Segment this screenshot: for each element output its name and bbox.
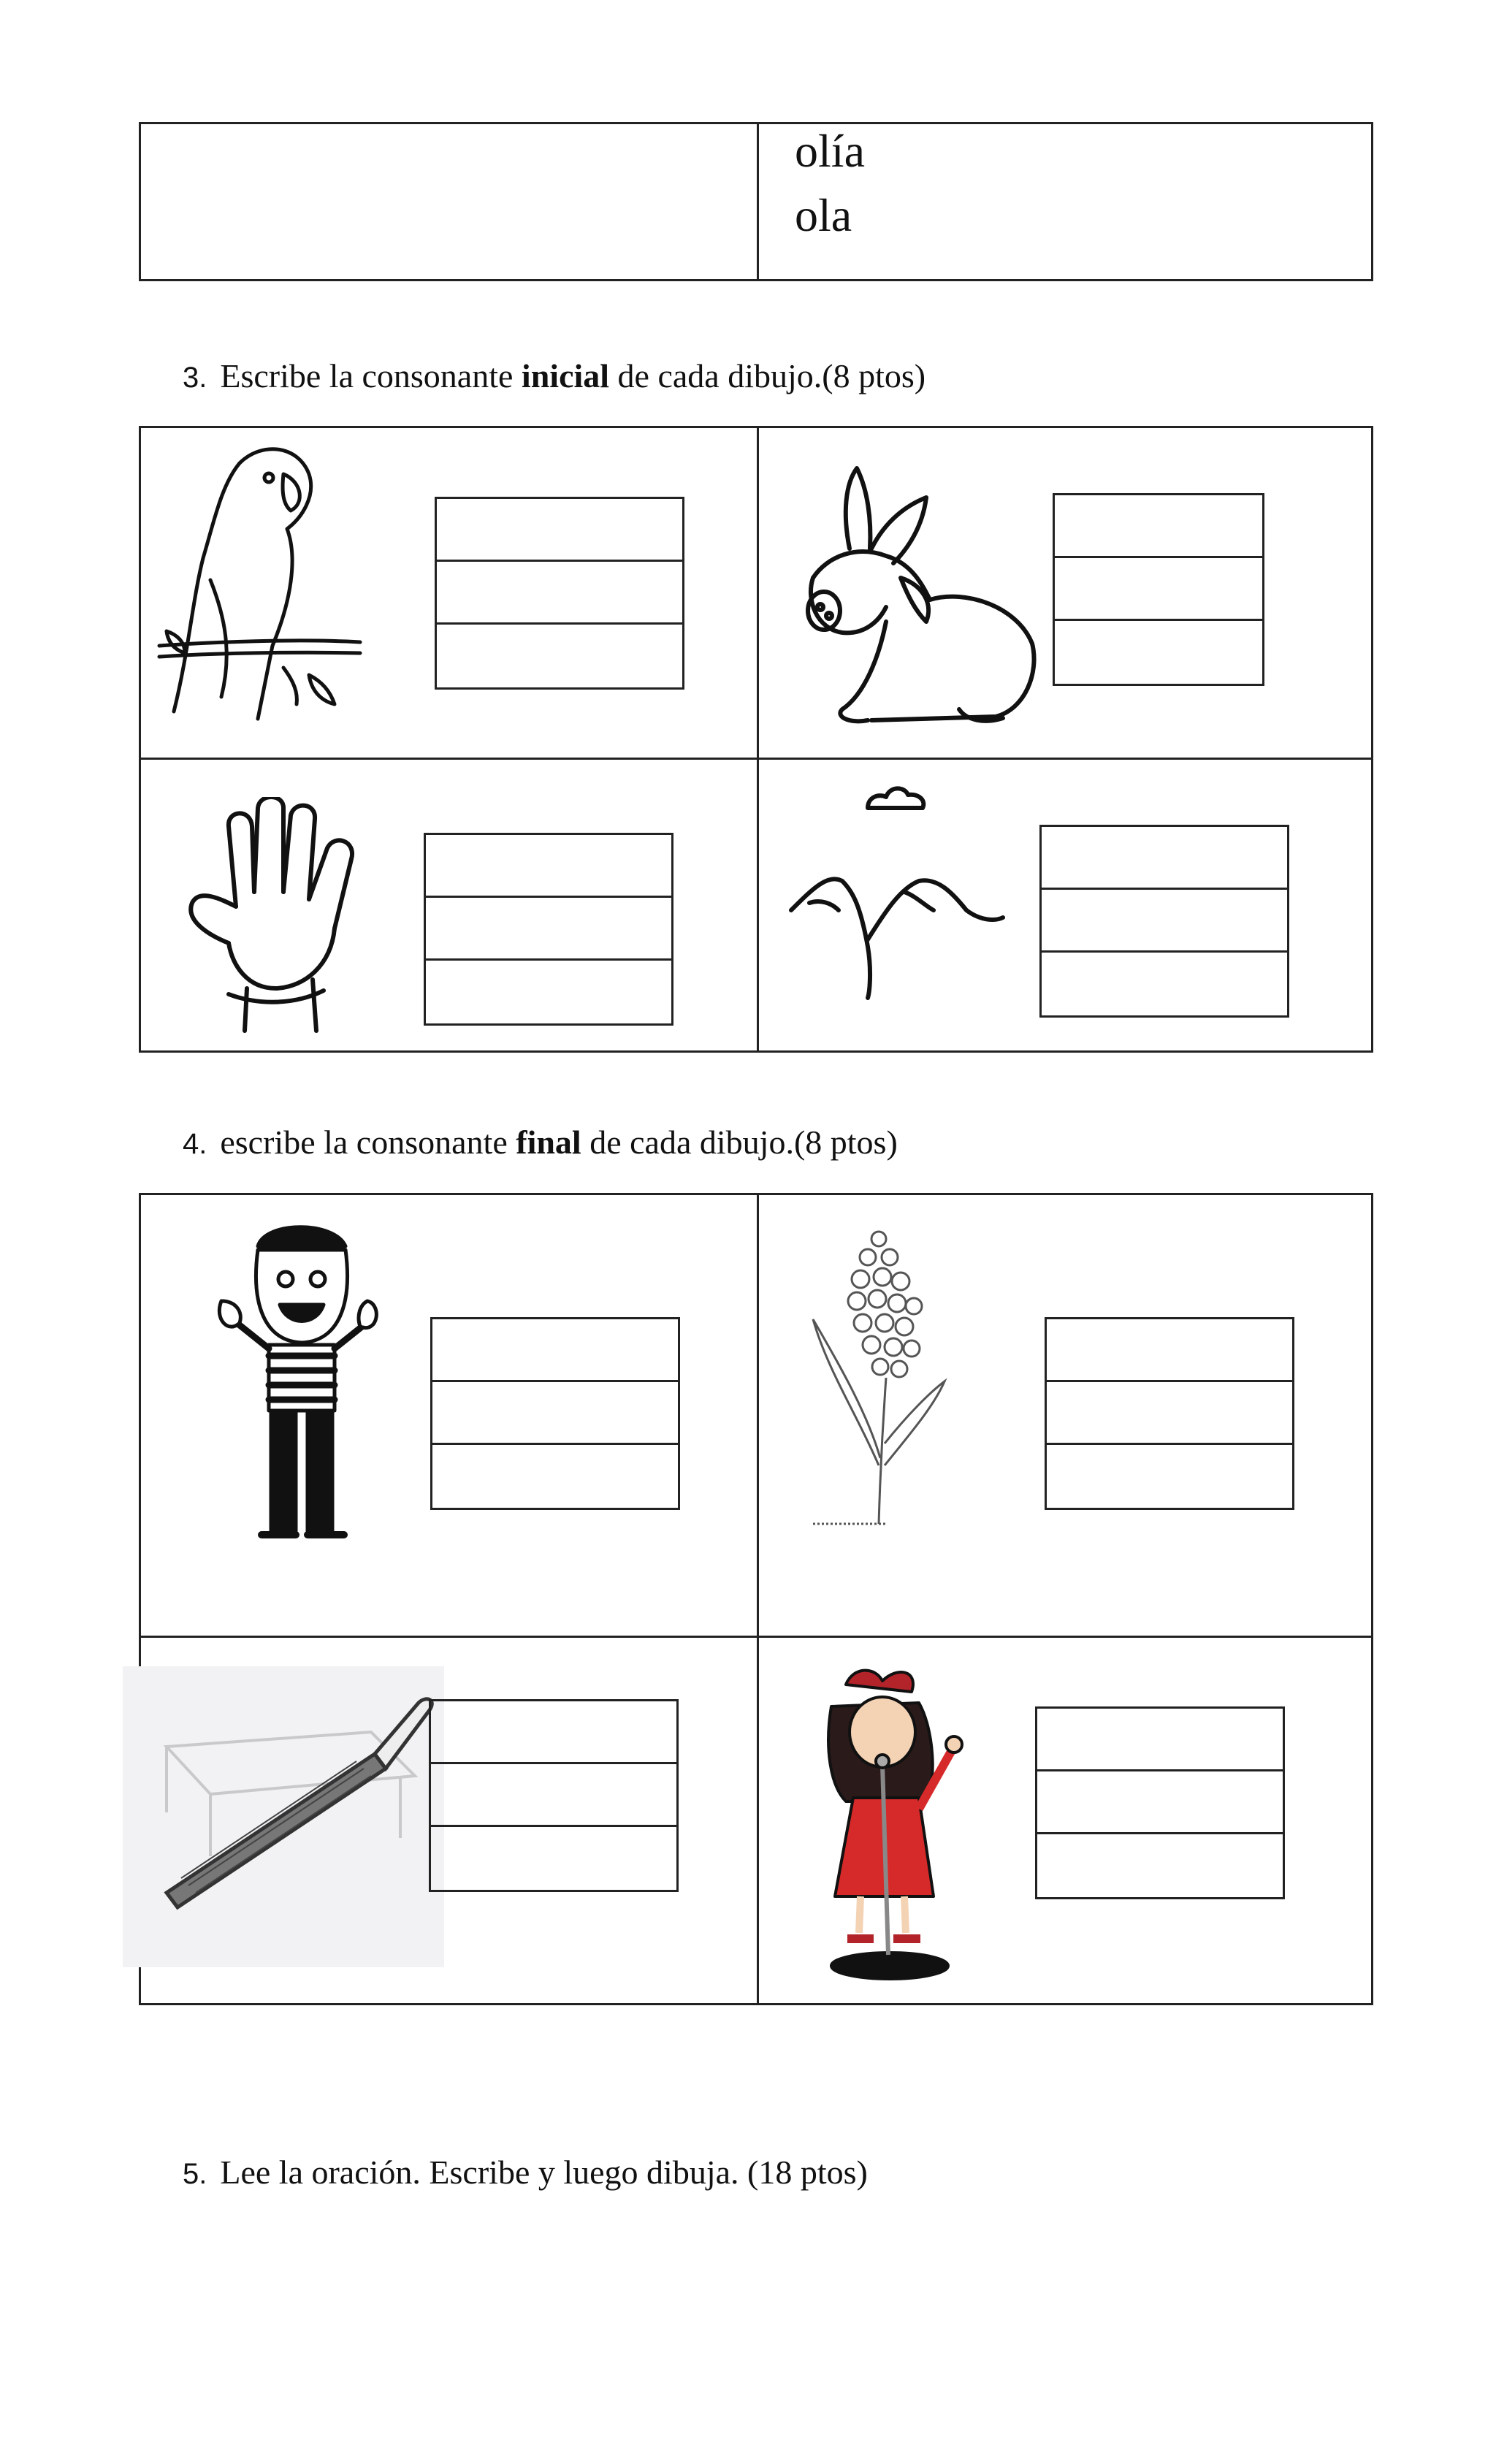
top-table-divider bbox=[757, 124, 759, 279]
parrot-icon bbox=[152, 434, 364, 726]
top-table bbox=[139, 122, 1373, 281]
section-4-table bbox=[139, 1193, 1373, 2005]
answer-boxes-lilac[interactable] bbox=[1045, 1317, 1294, 1510]
answer-boxes-hand[interactable] bbox=[424, 833, 673, 1026]
answer-boxes-donkey[interactable] bbox=[1053, 493, 1264, 686]
section-4-number: 4. bbox=[183, 1128, 207, 1160]
section-3-number: 3. bbox=[183, 362, 207, 394]
answer-boxes-girl[interactable] bbox=[1035, 1706, 1285, 1899]
answer-boxes-mountains[interactable] bbox=[1039, 825, 1289, 1018]
girl-singer-icon bbox=[802, 1663, 992, 1984]
section-5-number: 5. bbox=[183, 2158, 207, 2190]
section-4-heading: 4. escribe la consonante final de cada dibujo.(8 ptos) bbox=[183, 1124, 898, 1161]
section-5-heading: 5. Lee la oración. Escribe y luego dibuja. (18 ptos) bbox=[183, 2154, 868, 2191]
hand-icon bbox=[178, 797, 367, 1038]
word-ola: ola bbox=[795, 189, 852, 241]
section-3-heading: 3. Escribe la consonante inicial de cada dibujo.(8 ptos) bbox=[183, 357, 926, 394]
section-3-table bbox=[139, 426, 1373, 1053]
word-olia: olía bbox=[795, 125, 865, 177]
lilac-flower-icon bbox=[798, 1224, 966, 1531]
file-tool-icon bbox=[123, 1666, 444, 1967]
answer-boxes-parrot[interactable] bbox=[435, 497, 684, 690]
file-tool-image bbox=[123, 1666, 444, 1967]
donkey-icon bbox=[784, 454, 1047, 746]
answer-boxes-mime[interactable] bbox=[430, 1317, 680, 1510]
answer-boxes-file[interactable] bbox=[429, 1699, 679, 1892]
mountains-icon bbox=[776, 764, 1010, 1005]
mime-icon bbox=[207, 1217, 382, 1546]
